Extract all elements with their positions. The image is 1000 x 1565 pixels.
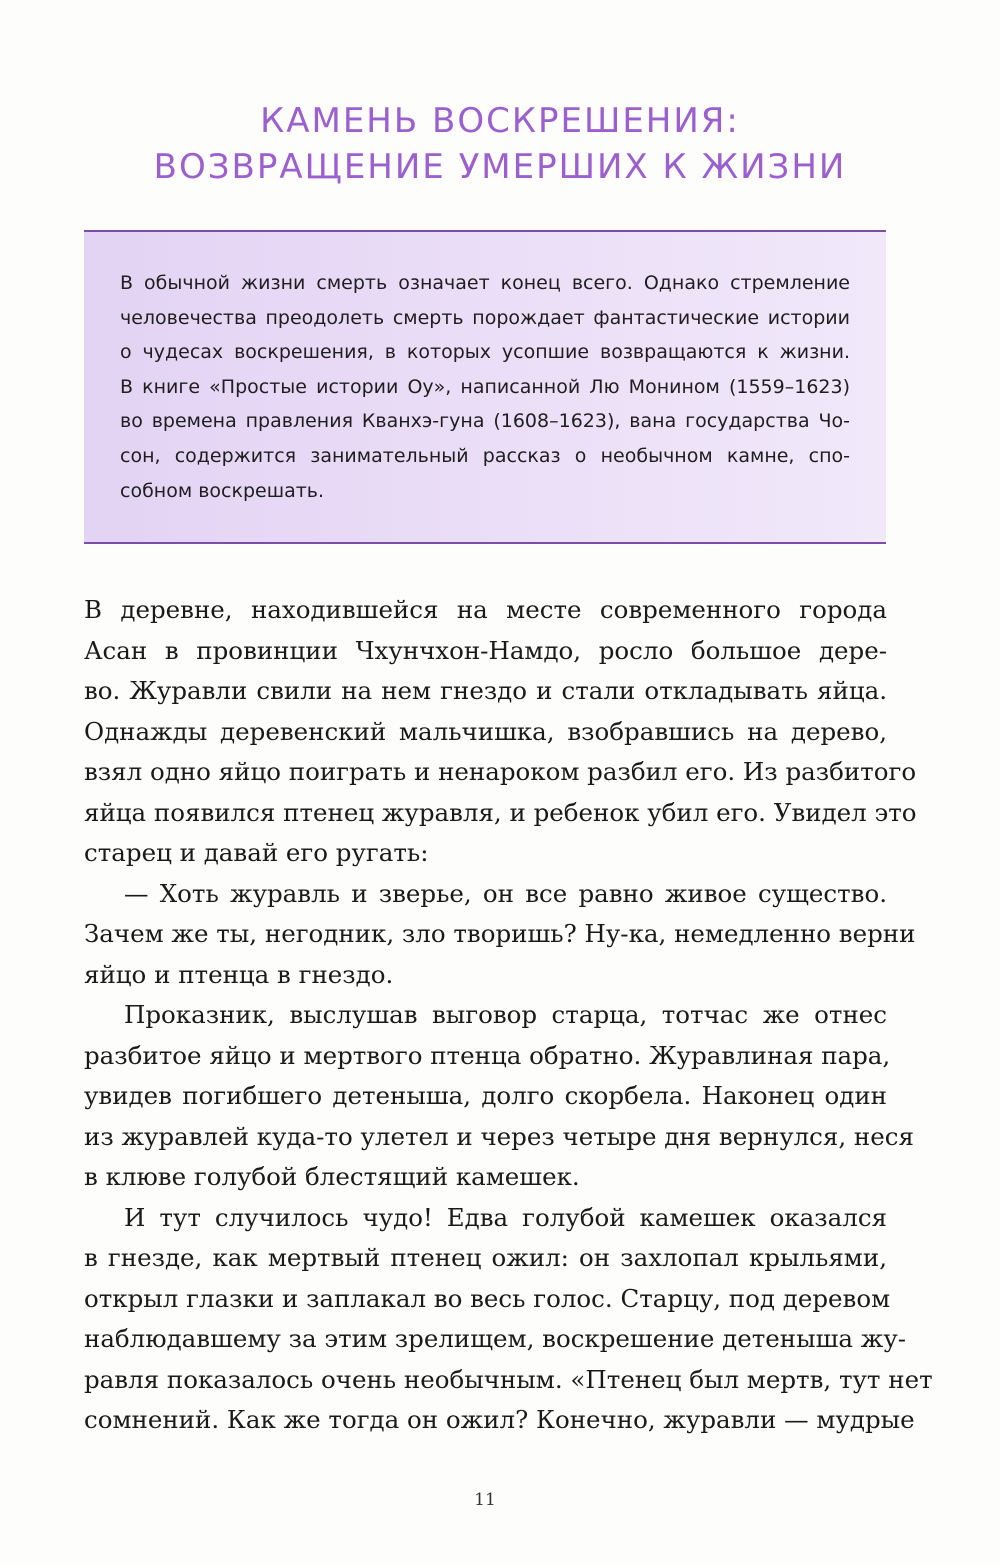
story-line: открыл глазки и заплакал во весь голос. Старцу, под деревом (84, 1283, 891, 1313)
story-line: в гнезде, как мертвый птенец ожил: он захлопал крыльями, (84, 1243, 887, 1272)
story-line: — Хоть журавль и зверье, он все равно живое существо. (124, 878, 887, 908)
story-line: яйца появился птенец журавля, и ребенок убил его. Увидел это (84, 797, 917, 827)
story-line: яйцо и птенца в гнездо. (84, 959, 394, 989)
story-line: в клюве голубой блестящий камешек. (84, 1162, 580, 1191)
story-line: равля показалось очень необычным. «Птенец был мертв, тут нет (84, 1364, 933, 1394)
intro-paragraph (120, 266, 850, 508)
story-line: Однажды деревенский мальчишка, взобравшись на дерево, (84, 716, 887, 746)
story-line: В деревне, находившейся на месте современного города (84, 595, 887, 624)
intro-line: человечества преодолеть смерть порождает фантастические истории (120, 306, 850, 329)
chapter-title (80, 98, 920, 190)
intro-line: во времена правления Кванхэ-гуна (1608–1623), вана государства Чо- (120, 410, 850, 433)
story-line: Проказник, выслушав выговор старца, тотчас же отнес (124, 1000, 887, 1029)
story-line: взял одно яйцо поиграть и ненароком разбил его. Из разбитого (84, 757, 917, 786)
intro-line: собном воскрешать. (120, 479, 325, 502)
page-number: 11 (474, 1490, 496, 1510)
story-line: во. Журавли свили на нем гнездо и стали откладывать яйца. (84, 676, 887, 705)
story-line: наблюдавшему за этим зрелищем, воскрешение детеныша жу- (84, 1324, 907, 1353)
intro-line: о чудесах воскрешения, в которых усопшие возвращаются к жизни. (120, 341, 850, 364)
intro-line: В книге «Простые истории Оу», написанной Лю Монином (1559–1623) (120, 375, 850, 398)
story-line: разбитое яйцо и мертвого птенца обратно. Журавлиная пара, (84, 1040, 891, 1070)
story-line: И тут случилось чудо! Едва голубой камешек оказался (124, 1202, 887, 1232)
story-text (84, 590, 933, 1441)
story-line: из журавлей куда-то улетел и через четыре дня вернулся, неся (84, 1121, 914, 1151)
chapter-title-line-1: КАМЕНЬ ВОСКРЕШЕНИЯ: (260, 101, 740, 141)
story-line: сомнений. Как же тогда он ожил? Конечно, журавли — мудрые (84, 1405, 915, 1434)
story-line: старец и давай его ругать: (84, 838, 429, 867)
story-line: увидев погибшего детеныша, долго скорбела. Наконец один (84, 1081, 887, 1110)
intro-line: сон, содержится занимательный рассказ о необычном камне, спо- (120, 444, 850, 467)
story-line: Асан в провинции Чхунчхон-Намдо, росло большое дере- (84, 635, 887, 665)
chapter-title-line-2: ВОЗВРАЩЕНИЕ УМЕРШИХ К ЖИЗНИ (153, 147, 847, 187)
intro-line: В обычной жизни смерть означает конец всего. Однако стремление (120, 272, 850, 294)
story-line: Зачем же ты, негодник, зло творишь? Ну-ка, немедленно верни (84, 919, 916, 948)
